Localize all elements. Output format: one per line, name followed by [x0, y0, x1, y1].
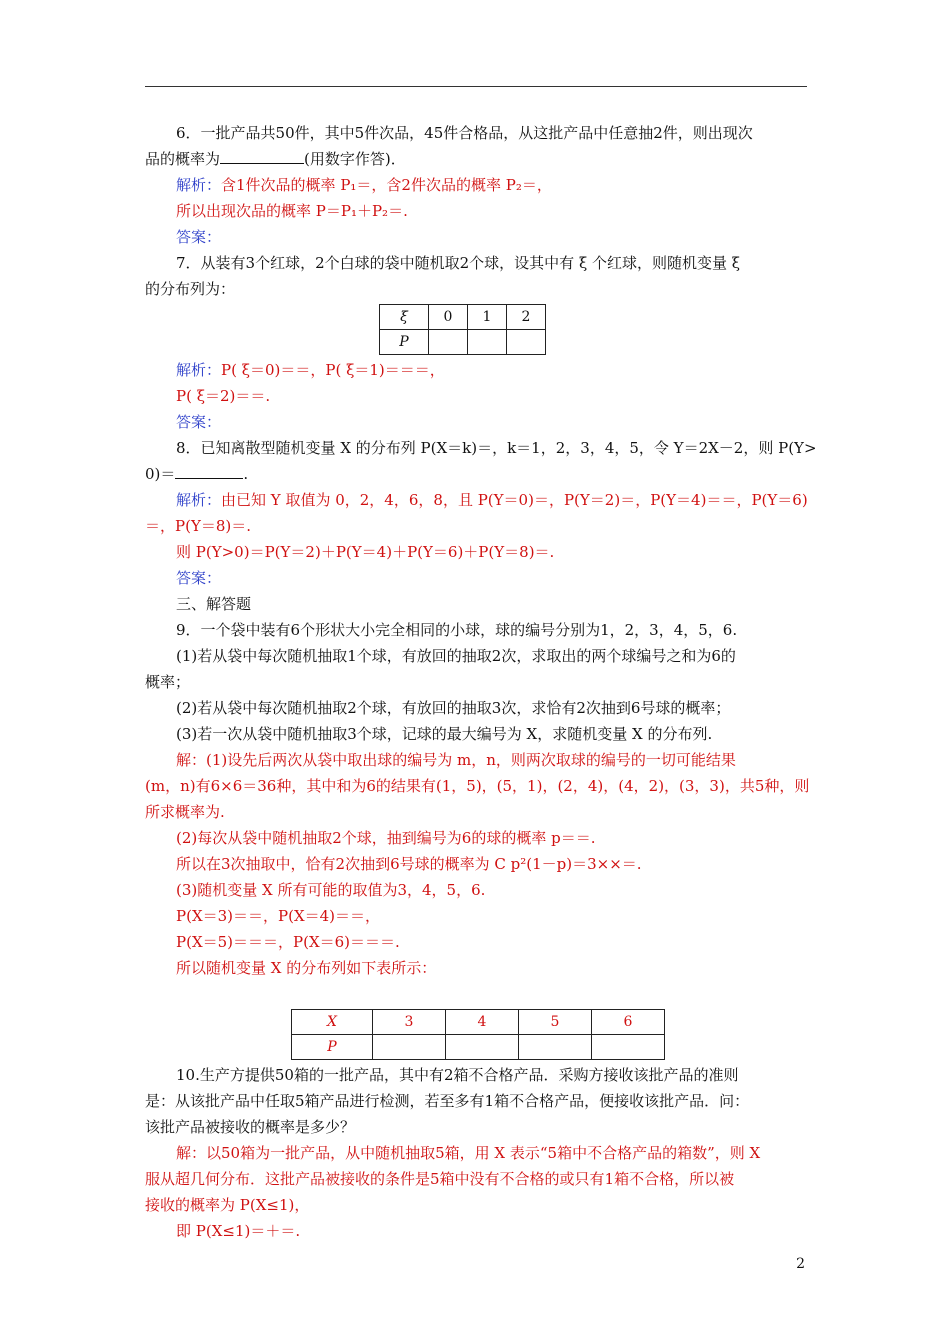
table-cell: 0 [429, 305, 468, 330]
q8-answer-label: 答案： [176, 569, 222, 587]
q9-solution-line3: 所求概率为. [145, 803, 225, 821]
table-cell [519, 1035, 592, 1060]
q9-solution-line2: (m，n)有6×6＝36种，其中和为6的结果有(1，5)，(5，1)，(2，4)，(4，2)，(3，3)，共5种，则 [145, 777, 810, 795]
table-cell: X [292, 1010, 373, 1035]
table-cell [446, 1035, 519, 1060]
q9-solution-text1: (1)设先后两次从袋中取出球的编号为 m，n，则两次取球的编号的一切可能结果 [206, 751, 736, 769]
q8-text-prefix: 0)＝ [145, 465, 176, 483]
q10-text-line1: 10.生产方提供50箱的一批产品，其中有2箱不合格产品．采购方接收该批产品的准则 [176, 1066, 739, 1084]
q6-answer-blank [220, 148, 304, 164]
table-cell [429, 330, 468, 355]
table-cell [592, 1035, 665, 1060]
q9-distribution-table [291, 1009, 665, 1060]
page-content [145, 120, 817, 1244]
q9-sub3: (3)若一次从袋中随机抽取3个球，记球的最大编号为 X，求随机变量 X 的分布列. [176, 725, 713, 743]
q9-solution-label: 解： [176, 751, 207, 769]
table-row [380, 330, 546, 355]
q10-text-line3: 该批产品被接收的概率是多少？ [145, 1118, 356, 1136]
q10-solution-text1: 以50箱为一批产品，从中随机抽取5箱，用 X 表示“5箱中不合格产品的箱数”，则 X [206, 1144, 761, 1162]
q8-analysis-label: 解析： [176, 491, 222, 509]
table-cell: 5 [519, 1010, 592, 1035]
table-cell [468, 330, 507, 355]
table-cell: 6 [592, 1010, 665, 1035]
q9-solution-line7: P(X＝3)＝＝，P(X＝4)＝＝， [176, 907, 381, 925]
table-cell: 2 [507, 305, 546, 330]
q10-solution-line4: 即 P(X≤1)＝＋＝. [176, 1222, 301, 1240]
table-cell: P [292, 1035, 373, 1060]
q7-analysis-line1 [145, 357, 807, 383]
q6-text-suffix: (用数字作答)． [304, 150, 406, 168]
q9-sub1-line2: 概率； [145, 673, 191, 691]
q6-answer-label: 答案： [176, 228, 222, 246]
table-row [292, 1035, 665, 1060]
q10-solution-label: 解： [176, 1144, 207, 1162]
q6-analysis-label: 解析： [176, 176, 222, 194]
table-row [292, 1010, 665, 1035]
q9-solution-line4: (2)每次从袋中随机抽取2个球，抽到编号为6的球的概率 p＝＝. [176, 829, 596, 847]
q9-solution-line1 [145, 747, 807, 773]
section-heading: 三、解答题 [176, 595, 252, 613]
q7-analysis-label: 解析： [176, 361, 222, 379]
q8-text-suffix: . [243, 465, 249, 483]
table-cell [373, 1035, 446, 1060]
q9-solution-line6: (3)随机变量 X 所有可能的取值为3，4，5，6. [176, 881, 486, 899]
table-cell: 3 [373, 1010, 446, 1035]
q10-solution-line3: 接收的概率为 P(X≤1)， [145, 1196, 310, 1214]
q8-analysis-line3: 则 P(Y>0)＝P(Y＝2)＋P(Y＝4)＋P(Y＝6)＋P(Y＝8)＝. [176, 543, 555, 561]
q6-text-line1: 6．一批产品共50件，其中5件次品，45件合格品，从这批产品中任意抽2件，则出现次 [176, 124, 753, 142]
q8-answer-blank [175, 463, 243, 479]
q8-analysis-line2: ＝，P(Y＝8)＝. [145, 517, 252, 535]
header-rule [145, 86, 807, 87]
table-cell: 1 [468, 305, 507, 330]
q9-solution-line8: P(X＝5)＝＝＝，P(X＝6)＝＝＝. [176, 933, 400, 951]
table-row [380, 305, 546, 330]
q6-text-line2 [145, 146, 807, 172]
q7-text-line2: 的分布列为： [145, 280, 236, 298]
q7-analysis-line2: P( ξ＝2)＝＝. [176, 387, 271, 405]
table-cell: ξ [380, 305, 429, 330]
q9-solution-line9: 所以随机变量 X 的分布列如下表所示： [176, 959, 437, 977]
q10-solution-line1 [145, 1140, 807, 1166]
q7-analysis-text1: P( ξ＝0)＝＝，P( ξ＝1)＝＝＝， [221, 361, 445, 379]
q6-text-prefix: 品的概率为 [145, 150, 221, 168]
q10-text-line2: 是：从该批产品中任取5箱产品进行检测，若至多有1箱不合格产品，便接收该批产品．问： [145, 1092, 750, 1110]
q9-solution-line5: 所以在3次抽取中，恰有2次抽到6号球的概率为 C p²(1－p)＝3××＝. [176, 855, 642, 873]
q8-analysis-line1 [145, 487, 807, 513]
q8-text-line1: 8．已知离散型随机变量 X 的分布列 P(X＝k)＝，k＝1，2，3，4，5，令 Y＝2X－2，则 P(Y> [176, 439, 817, 457]
table-cell: P [380, 330, 429, 355]
q8-analysis-text1: 由已知 Y 取值为 0，2，4，6，8，且 P(Y＝0)＝，P(Y＝2)＝，P(Y＝4)＝＝，P(Y＝6) [221, 491, 808, 509]
q6-analysis-line2: 所以出现次品的概率 P＝P₁＋P₂＝. [176, 202, 408, 220]
q7-distribution-table [379, 304, 546, 355]
table-cell: 4 [446, 1010, 519, 1035]
q6-analysis-text1: 含1件次品的概率 P₁＝，含2件次品的概率 P₂＝， [221, 176, 552, 194]
table-cell [507, 330, 546, 355]
q7-answer-label: 答案： [176, 413, 222, 431]
q9-sub2: (2)若从袋中每次随机抽取2个球，有放回的抽取3次，求恰有2次抽到6号球的概率； [176, 699, 731, 717]
q9-text-line1: 9．一个袋中装有6个形状大小完全相同的小球，球的编号分别为1，2，3，4，5，6. [176, 621, 738, 639]
q9-sub1-line1: (1)若从袋中每次随机抽取1个球，有放回的抽取2次，求取出的两个球编号之和为6的 [176, 647, 736, 665]
q10-solution-line2: 服从超几何分布．这批产品被接收的条件是5箱中没有不合格的或只有1箱不合格，所以被 [145, 1170, 735, 1188]
q6-analysis-line1 [145, 172, 807, 198]
q8-text-line2 [145, 461, 807, 487]
q7-text-line1: 7．从装有3个红球，2个白球的袋中随机取2个球，设其中有 ξ 个红球，则随机变量 ξ [176, 254, 741, 272]
page-number: 2 [796, 1256, 805, 1272]
